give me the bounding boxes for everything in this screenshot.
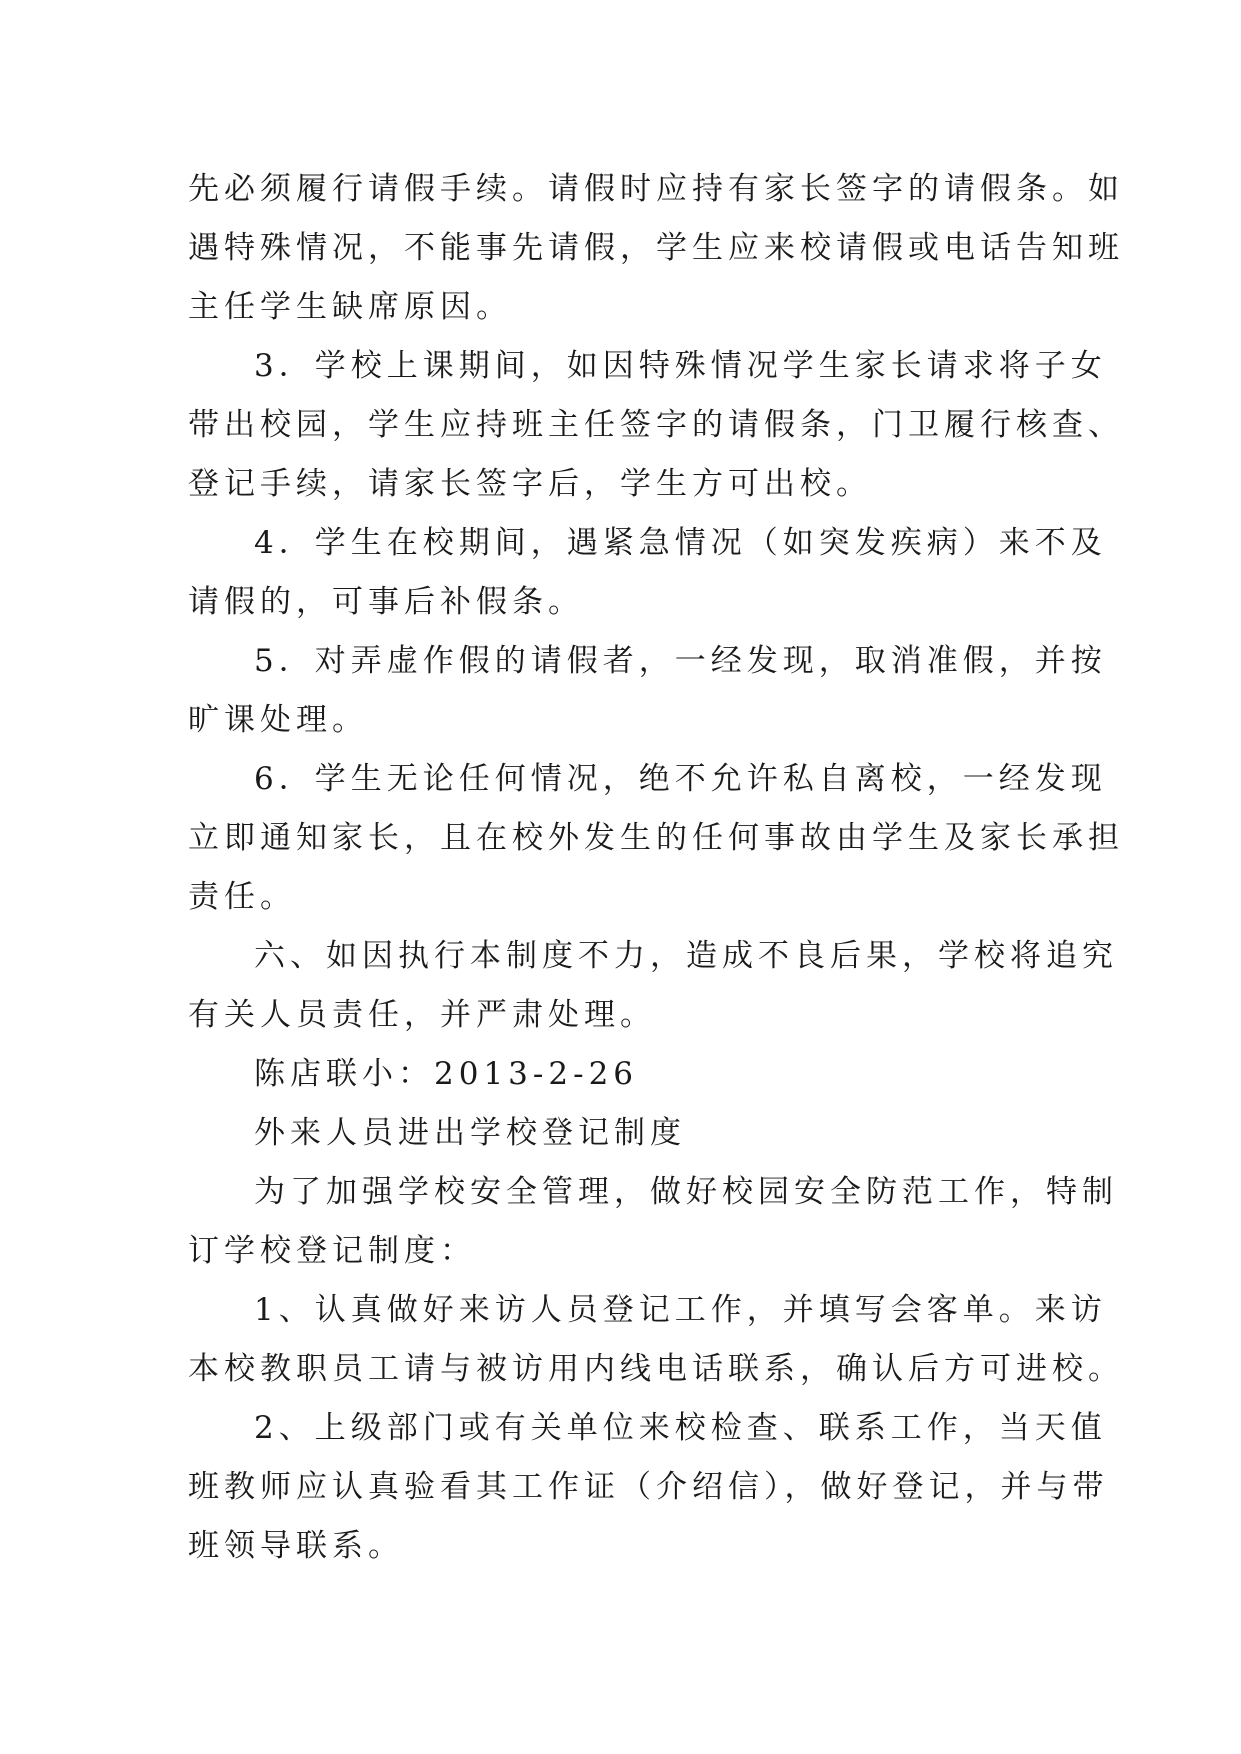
- text-line: 旷课处理。: [188, 702, 368, 738]
- paragraph-item-6: [188, 750, 1124, 927]
- text-line: 先必须履行请假手续。请假时应持有家长签字的请假条。如: [188, 171, 1124, 207]
- text-line: 4．学生在校期间，遇紧急情况（如突发疾病）来不及: [254, 525, 1107, 561]
- text-line: 1、认真做好来访人员登记工作，并填写会客单。来访: [254, 1292, 1107, 1328]
- paragraph-item-3: [188, 337, 1124, 514]
- signature-date-line: [188, 1045, 1058, 1104]
- text-line: 遇特殊情况，不能事先请假，学生应来校请假或电话告知班: [188, 230, 1124, 266]
- text-line: 陈店联小：2013-2-26: [254, 1056, 639, 1092]
- text-line: 订学校登记制度：: [188, 1233, 476, 1269]
- paragraph-rule-2: [188, 1399, 1109, 1576]
- text-line: 6．学生无论任何情况，绝不允许私自离校，一经发现: [254, 761, 1107, 797]
- text-line: 外来人员进出学校登记制度: [254, 1115, 686, 1151]
- paragraph-item-5: [188, 632, 1107, 750]
- section-title: [188, 1104, 1058, 1163]
- text-line: 主任学生缺席原因。: [188, 289, 512, 325]
- document-body: [188, 160, 1124, 1576]
- text-line: 3．学校上课期间，如因特殊情况学生家长请求将子女: [254, 348, 1107, 384]
- text-line: 班教师应认真验看其工作证（介绍信），做好登记，并与带: [188, 1469, 1109, 1505]
- text-line: 5．对弄虚作假的请假者，一经发现，取消准假，并按: [254, 643, 1107, 679]
- text-line: 为了加强学校安全管理，做好校园安全防范工作，特制: [254, 1174, 1118, 1210]
- text-line: 立即通知家长，且在校外发生的任何事故由学生及家长承担: [188, 820, 1124, 856]
- text-line: 带出校园，学生应持班主任签字的请假条，门卫履行核查、: [188, 407, 1124, 443]
- paragraph-intro: [188, 1163, 1118, 1281]
- text-line: 六、如因执行本制度不力，造成不良后果，学校将追究: [254, 938, 1118, 974]
- text-line: 班领导联系。: [188, 1528, 404, 1564]
- paragraph-leave-procedure: [188, 160, 1124, 337]
- text-line: 责任。: [188, 879, 296, 915]
- text-line: 本校教职员工请与被访用内线电话联系，确认后方可进校。: [188, 1351, 1124, 1387]
- text-line: 有关人员责任，并严肃处理。: [188, 997, 656, 1033]
- text-line: 2、上级部门或有关单位来校检查、联系工作，当天值: [254, 1410, 1107, 1446]
- text-line: 请假的，可事后补假条。: [188, 584, 584, 620]
- paragraph-section-six: [188, 927, 1118, 1045]
- paragraph-item-4: [188, 514, 1107, 632]
- text-line: 登记手续，请家长签字后，学生方可出校。: [188, 466, 872, 502]
- paragraph-rule-1: [188, 1281, 1124, 1399]
